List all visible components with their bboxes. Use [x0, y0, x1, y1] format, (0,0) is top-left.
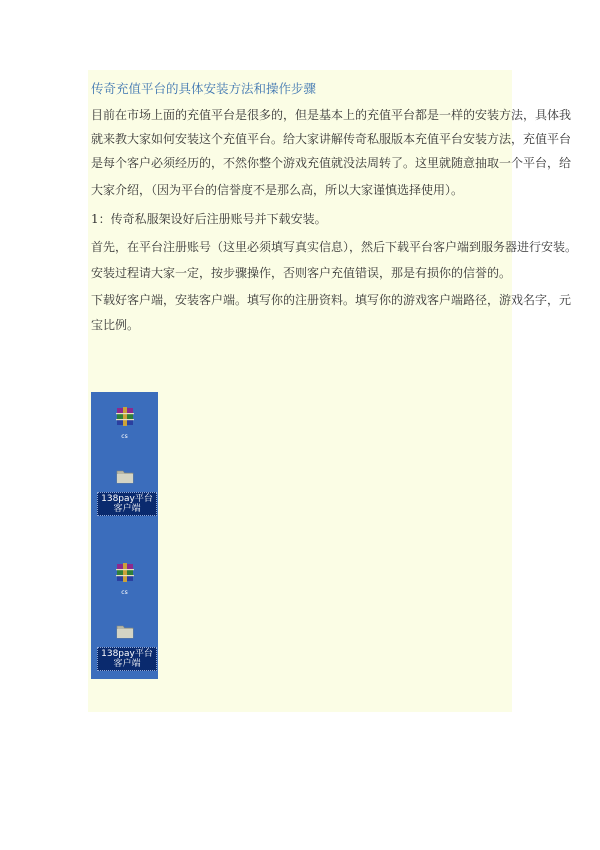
folder-icon — [116, 623, 134, 639]
icon-label: cs — [121, 589, 128, 596]
paragraph-line: 首先，在平台注册账号（这里必须填写真实信息），然后下载平台客户端到服务器进行安装。 — [91, 240, 578, 254]
desktop-screenshot — [91, 392, 158, 679]
paragraph-line: 就来教大家如何安装这个充值平台。给大家讲解传奇私服版本充值平台安装方法，充值平台 — [91, 132, 572, 146]
icon-label: 138pay平台客户端 — [97, 492, 157, 516]
paragraph-line: 宝比例。 — [91, 318, 140, 332]
winrar-icon — [114, 563, 136, 583]
step-heading: 1：传奇私服架设好后注册账号并下载安装。 — [91, 212, 327, 226]
icon-label: 138pay平台客户端 — [97, 647, 157, 671]
paragraph-line: 是每个客户必须经历的，不然你整个游戏充值就没法周转了。这里就随意抽取一个平台，给 — [91, 156, 572, 170]
paragraph-line: 安装过程请大家一定，按步骤操作，否则客户充值错误，那是有损你的信誉的。 — [91, 266, 512, 280]
paragraph-line: 大家介绍，（因为平台的信誉度不是那么高，所以大家谨慎选择使用）。 — [91, 183, 464, 197]
article-title: 传奇充值平台的具体安装方法和操作步骤 — [91, 81, 317, 96]
paragraph-line: 下载好客户端，安装客户端。填写你的注册资料。填写你的游戏客户端路径，游戏名字，元 — [91, 293, 572, 307]
paragraph-line: 目前在市场上面的充值平台是很多的，但是基本上的充值平台都是一样的安装方法，具体我 — [91, 108, 572, 122]
winrar-icon — [114, 407, 136, 427]
folder-icon — [116, 468, 134, 484]
icon-label: cs — [121, 433, 128, 440]
